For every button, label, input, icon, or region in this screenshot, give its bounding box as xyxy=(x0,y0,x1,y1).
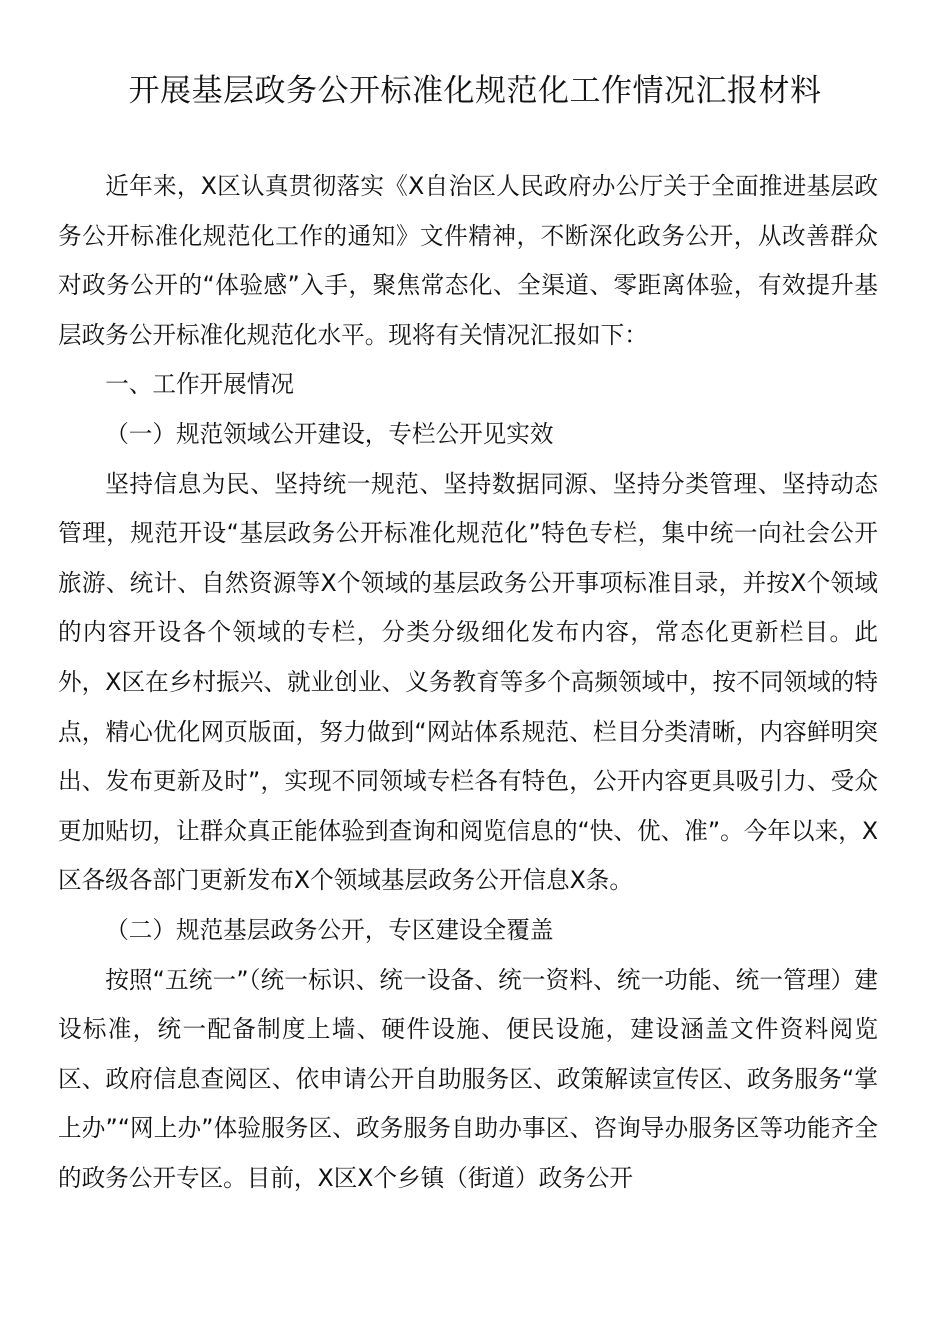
document-title: 开展基层政务公开标准化规范化工作情况汇报材料 xyxy=(128,73,822,109)
subsection-heading-2: （二）规范基层政务公开，专区建设全覆盖 xyxy=(105,915,554,944)
section-heading-1: 一、工作开展情况 xyxy=(105,370,294,399)
intro-paragraph: 近年来，X区认真贯彻落实《X自治区人民政府办公厅关于全面推进基层政务公开标准化规范化工作的通知》文件精神，不断深化政务公开，从改善群众对政务公开的“体验感”入手，聚焦常态化、全渠道、零距离体验，有效提升基层政务公开标准化规范化水平。现将有关情况汇报如下： xyxy=(58,172,878,349)
subsection-heading-1: （一）规范领域公开建设，专栏公开见实效 xyxy=(105,419,554,448)
body-paragraph-1: 坚持信息为民、坚持统一规范、坚持数据同源、坚持分类管理、坚持动态管理，规范开设“基层政务公开标准化规范化”特色专栏，集中统一向社会公开旅游、统计、自然资源等X个领域的基层政务公开事项标准目录，并按X个领域的内容开设各个领域的专栏，分类分级细化发布内容，常态化更新栏目。此外，X区在乡村振兴、就业创业、义务教育等多个高频领域中，按不同领域的特点，精心优化网页版面，努力做到“网站体系规范、栏目分类清晰，内容鲜明突出、发布更新及时”，实现不同领域专栏各有特色，公开内容更具吸引力、受众更加贴切，让群众真正能体验到查询和阅览信息的“快、优、准”。今年以来，X区各级各部门更新发布X个领域基层政务公开信息X条。 xyxy=(58,469,878,895)
body-paragraph-2: 按照“五统一”（统一标识、统一设备、统一资料、统一功能、统一管理）建设标准，统一配备制度上墙、硬件设施、便民设施，建设涵盖文件资料阅览区、政府信息查阅区、依申请公开自助服务区、政策解读宣传区、政务服务“掌上办”“网上办”体验服务区、政务服务自助办事区、咨询导办服务区等功能齐全的政务公开专区。目前，X区X个乡镇（街道）政务公开 xyxy=(58,965,878,1192)
document-body xyxy=(58,162,878,1203)
